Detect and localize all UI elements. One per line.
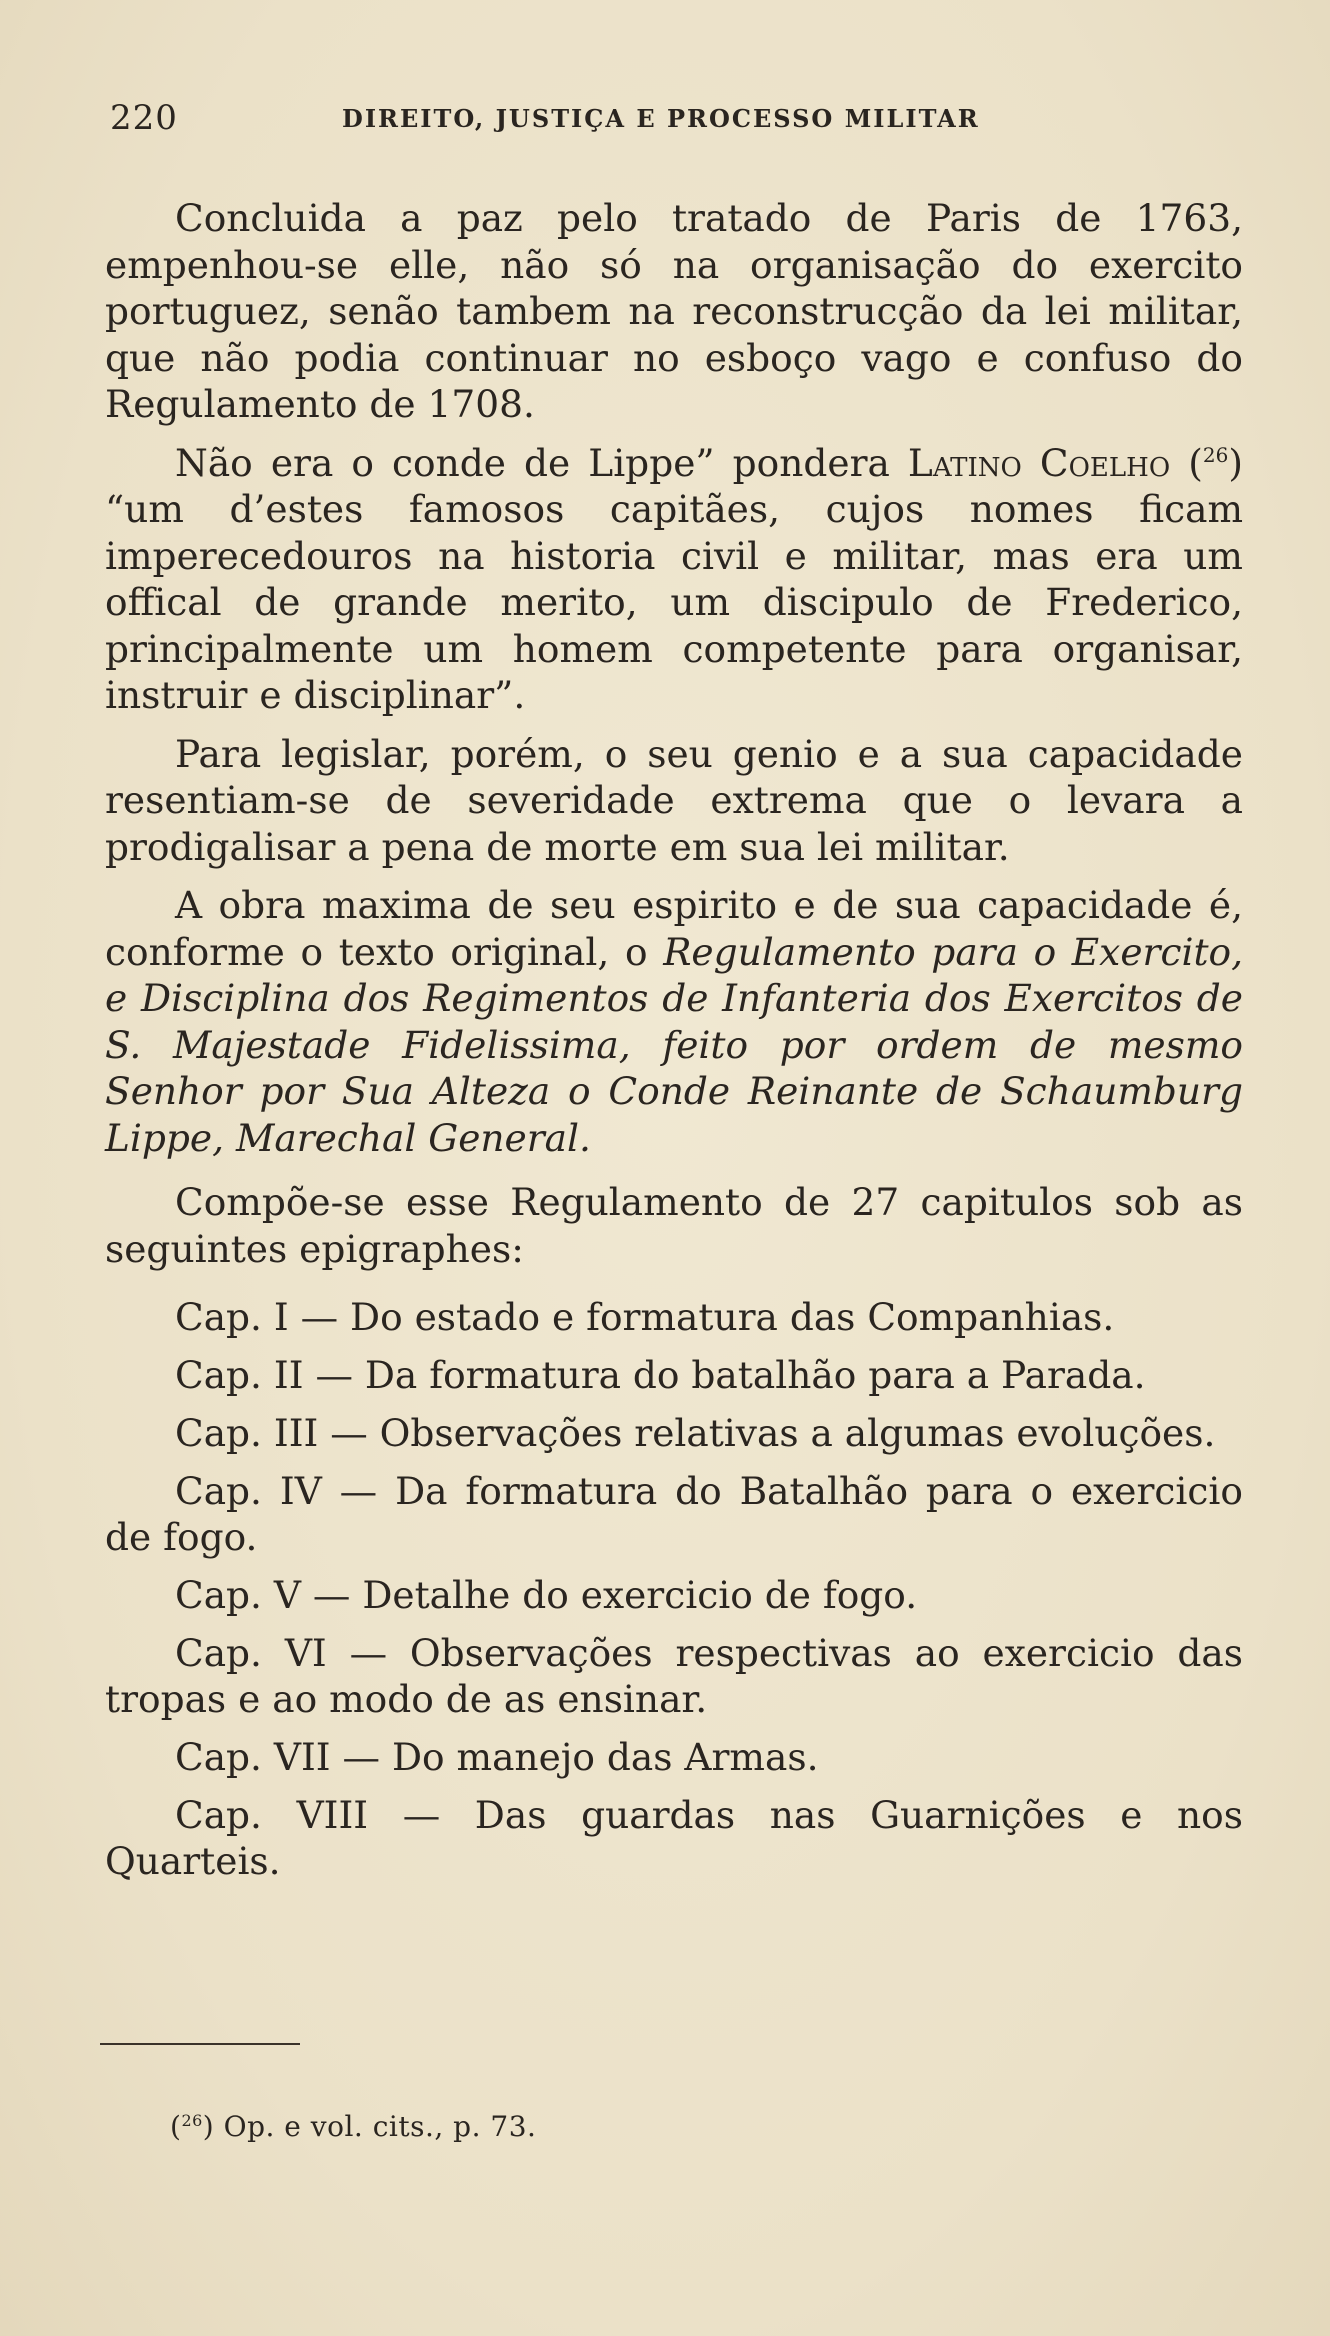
paragraph-masterwork bbox=[105, 882, 1243, 1161]
running-head bbox=[110, 98, 1230, 138]
paragraph-masterwork-start: A obra maxima de seu espirito e de sua capacidade é, conforme o texto original, o bbox=[105, 883, 1243, 974]
paragraph-lippe-quote-start: Não era o conde de Lippe” pondera bbox=[175, 440, 908, 485]
paragraph-chapters-intro: Compõe-se esse Regulamento de 27 capitulos sob as seguintes epigraphes: bbox=[105, 1180, 1243, 1271]
paragraph-peace-treaty: Concluida a paz pelo tratado de Paris de 1763, empenhou-se elle, não só na organisação do exercito portuguez, senão tambem na reconstrucção da lei militar, que não podia continuar no esboço vago e confuso do Regulamento de 1708. bbox=[105, 196, 1243, 426]
author-name: Latino Coelho bbox=[907, 440, 1171, 485]
regulation-title: Regulamento para o Exercito, e Disciplina dos Regimentos de Infanteria dos Exercitos de S. Majestade Fidelissima, feito por ordem de mesmo Senhor por Sua Alteza o Conde Reinante de Schaumburg Lippe, Marechal General. bbox=[105, 929, 1244, 1160]
chapter-item: Cap. I — Do estado e formatura das Companhias. bbox=[175, 1295, 1115, 1339]
chapter-item: Cap. III — Observações relativas a algumas evoluções. bbox=[175, 1411, 1216, 1455]
chapter-item: Cap. II — Da formatura do batalhão para a Parada. bbox=[175, 1353, 1146, 1397]
chapter-item: Cap. VI — Observações respectivas ao exercicio das tropas e ao modo de as ensinar. bbox=[105, 1631, 1243, 1721]
note-open: ( bbox=[1170, 440, 1203, 485]
running-title: DIREITO, JUSTIÇA E PROCESSO MILITAR bbox=[342, 104, 980, 133]
footnote-number: 26 bbox=[181, 2111, 203, 2130]
paragraph-lippe-quote bbox=[105, 440, 1243, 719]
chapter-item: Cap. VIII — Das guardas nas Guarnições e nos Quarteis. bbox=[105, 1793, 1243, 1883]
chapter-item: Cap. V — Detalhe do exercicio de fogo. bbox=[175, 1573, 918, 1617]
paragraph-legislation: Para legislar, porém, o seu genio e a sua capacidade resentiam-se de severidade extrema que o levara a prodigalisar a pena de morte em sua lei militar. bbox=[105, 731, 1243, 869]
footnote-open: ( bbox=[170, 2110, 182, 2143]
body-text bbox=[105, 195, 1243, 1896]
footnote-text: ) Op. e vol. cits., p. 73. bbox=[202, 2110, 537, 2143]
page-number: 220 bbox=[110, 98, 178, 138]
footnote-reference: 26 bbox=[1202, 442, 1229, 467]
paragraph-lippe-quote-rest: ) “um d’estes famosos capitães, cujos nomes ficam imperecedouros na historia civil e militar, mas era um offical de grande merito, um discipulo de Frederico, principalmente um homem competente para organisar, instruir e disciplinar”. bbox=[105, 440, 1243, 717]
footnote-divider bbox=[100, 2043, 300, 2045]
chapter-item: Cap. IV — Da formatura do Batalhão para o exercicio de fogo. bbox=[105, 1469, 1243, 1559]
chapter-list bbox=[105, 1294, 1243, 1884]
footnote bbox=[170, 2110, 536, 2143]
chapter-item: Cap. VII — Do manejo das Armas. bbox=[175, 1735, 819, 1779]
